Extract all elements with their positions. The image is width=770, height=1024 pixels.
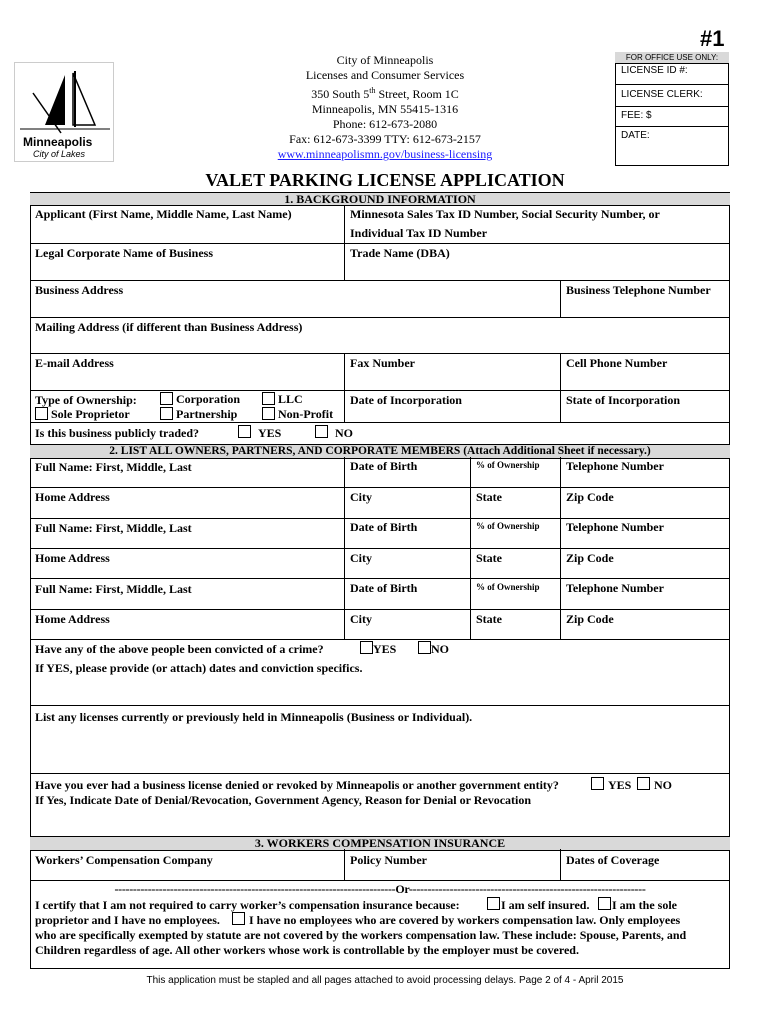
trade-name-label: Trade Name (DBA) [350,246,450,260]
certify-line2a: proprietor and I have no employees. [35,913,220,927]
agency-city: City of Minneapolis [336,53,434,67]
office-use-header: FOR OFFICE USE ONLY: [615,52,729,64]
self-insured-label: I am self insured. [501,898,590,912]
agency-address: 350 South 5th Street, Room 1C [311,86,459,101]
owner3-ownership-label: % of Ownership [476,582,540,592]
corporation-label: Corporation [176,392,240,406]
page-footer: This application must be stapled and all pages attached to avoid processing delays. Page 2 of 4 - April 2015 [146,975,624,986]
certify-line2b: I have no employees who are covered by workers compensation law. Only employees [249,913,681,927]
owner3-state-label: State [476,612,502,626]
agency-website-link[interactable]: www.minneapolismn.gov/business-licensing [277,147,493,161]
owner2-fullname-label: Full Name: First, Middle, Last [35,521,192,535]
denied-detail-label: If Yes, Indicate Date of Denial/Revocation, Government Agency, Reason for Denial or Revocation [35,793,532,807]
owner3-city-label: City [350,612,372,626]
fax-label: Fax Number [350,356,415,370]
certify-line1: I certify that I am not required to carry worker’s compensation insurance because: [35,898,460,912]
sole-proprietor-exempt-checkbox[interactable] [598,897,611,910]
owner3-fullname-label: Full Name: First, Middle, Last [35,582,192,596]
logo-tagline: City of Lakes [33,149,86,159]
denied-no-checkbox[interactable] [637,777,650,790]
coverage-dates-label: Dates of Coverage [566,853,660,867]
nonprofit-label: Non-Profit [278,407,334,421]
crime-question-label: Have any of the above people been convicted of a crime? [35,642,324,656]
owner2-dob-label: Date of Birth [350,520,418,534]
or-divider: ----------------------------------------------------------------------------Or---------------------------------------------------------------- [114,882,646,896]
applicant-label: Applicant (First Name, Middle Name, Last Name) [35,207,292,221]
licenses-question-label: List any licenses currently or previously held in Minneapolis (Business or Individual). [35,710,473,724]
section3-header: 3. WORKERS COMPENSATION INSURANCE [30,836,730,851]
llc-checkbox[interactable] [262,392,275,405]
owner1-zip-label: Zip Code [566,490,614,504]
denied-yes-checkbox[interactable] [591,777,604,790]
date-incorporation-label: Date of Incorporation [350,393,462,407]
owner1-state-label: State [476,490,502,504]
owner1-home-address-label: Home Address [35,490,110,504]
crime-detail-label: If YES, please provide (or attach) dates and conviction specifics. [35,661,363,675]
sole-proprietor-exempt-label: I am the sole [612,898,677,912]
owner1-ownership-label: % of Ownership [476,460,540,470]
owner1-city-label: City [350,490,372,504]
denied-question-label: Have you ever had a business license denied or revoked by Minneapolis or another government entity? [35,778,559,792]
publicly-traded-no-label: NO [335,426,353,440]
publicly-traded-no-checkbox[interactable] [315,425,328,438]
page-number: #1 [700,26,725,51]
owner2-state-label: State [476,551,502,565]
owner3-zip-label: Zip Code [566,612,614,626]
owner2-ownership-label: % of Ownership [476,521,540,531]
owner2-telephone-label: Telephone Number [566,520,664,534]
owner1-dob-label: Date of Birth [350,459,418,473]
legal-name-label: Legal Corporate Name of Business [35,246,213,260]
agency-city-state-zip: Minneapolis, MN 55415-1316 [311,102,459,116]
business-address-label: Business Address [35,283,124,297]
owner2-home-address-label: Home Address [35,551,110,565]
partnership-checkbox[interactable] [160,407,173,420]
city-logo [14,62,114,162]
crime-yes-label: YES [373,642,397,656]
cell-label: Cell Phone Number [566,356,668,370]
owner1-fullname-label: Full Name: First, Middle, Last [35,460,192,474]
owner2-city-label: City [350,551,372,565]
crime-no-label: NO [431,642,449,656]
ownership-type-label: Type of Ownership: [35,393,137,407]
sole-proprietor-checkbox[interactable] [35,407,48,420]
agency-header [230,53,540,162]
crime-no-checkbox[interactable] [418,641,431,654]
date-label: DATE: [621,130,650,141]
owner3-home-address-label: Home Address [35,612,110,626]
agency-department: Licenses and Consumer Services [305,68,465,82]
business-phone-label: Business Telephone Number [566,283,711,297]
llc-label: LLC [278,392,303,406]
section2-header: 2. LIST ALL OWNERS, PARTNERS, AND CORPORATE MEMBERS (Attach Additional Sheet if necessary.) [30,444,730,459]
agency-phone: Phone: 612-673-2080 [332,117,438,131]
state-incorporation-label: State of Incorporation [566,393,680,407]
publicly-traded-yes-label: YES [258,426,282,440]
logo-name: Minneapolis [23,135,93,149]
denied-yes-label: YES [608,778,632,792]
tax-id-label-line2: Individual Tax ID Number [350,226,488,240]
mailing-address-label: Mailing Address (if different than Business Address) [35,320,303,334]
certify-line3: who are specifically exempted by statute are not covered by the workers compensation law. These include: Spouse, Parents, and [35,928,687,942]
fee-label: FEE: $ [621,110,652,121]
corporation-checkbox[interactable] [160,392,173,405]
license-id-label: LICENSE ID #: [621,65,688,76]
section1-header: 1. BACKGROUND INFORMATION [30,192,730,206]
form-title: VALET PARKING LICENSE APPLICATION [205,170,565,190]
sole-proprietor-label: Sole Proprietor [51,407,130,421]
self-insured-checkbox[interactable] [487,897,500,910]
publicly-traded-label: Is this business publicly traded? [35,426,200,440]
owner2-zip-label: Zip Code [566,551,614,565]
no-covered-employees-checkbox[interactable] [232,912,245,925]
crime-yes-checkbox[interactable] [360,641,373,654]
agency-fax-tty: Fax: 612-673-3399 TTY: 612-673-2157 [289,132,481,146]
owner3-telephone-label: Telephone Number [566,581,664,595]
email-label: E-mail Address [35,356,114,370]
partnership-label: Partnership [176,407,238,421]
publicly-traded-yes-checkbox[interactable] [238,425,251,438]
owner1-telephone-label: Telephone Number [566,459,664,473]
certify-line4: Children regardless of age. All other workers whose work is controllable by the employer must be covered. [35,943,579,957]
denied-no-label: NO [654,778,672,792]
tax-id-label-line1: Minnesota Sales Tax ID Number, Social Security Number, or [350,207,660,221]
policy-number-label: Policy Number [350,853,427,867]
workers-comp-company-label: Workers’ Compensation Company [35,853,213,867]
owner3-dob-label: Date of Birth [350,581,418,595]
nonprofit-checkbox[interactable] [262,407,275,420]
license-clerk-label: LICENSE CLERK: [621,89,703,100]
